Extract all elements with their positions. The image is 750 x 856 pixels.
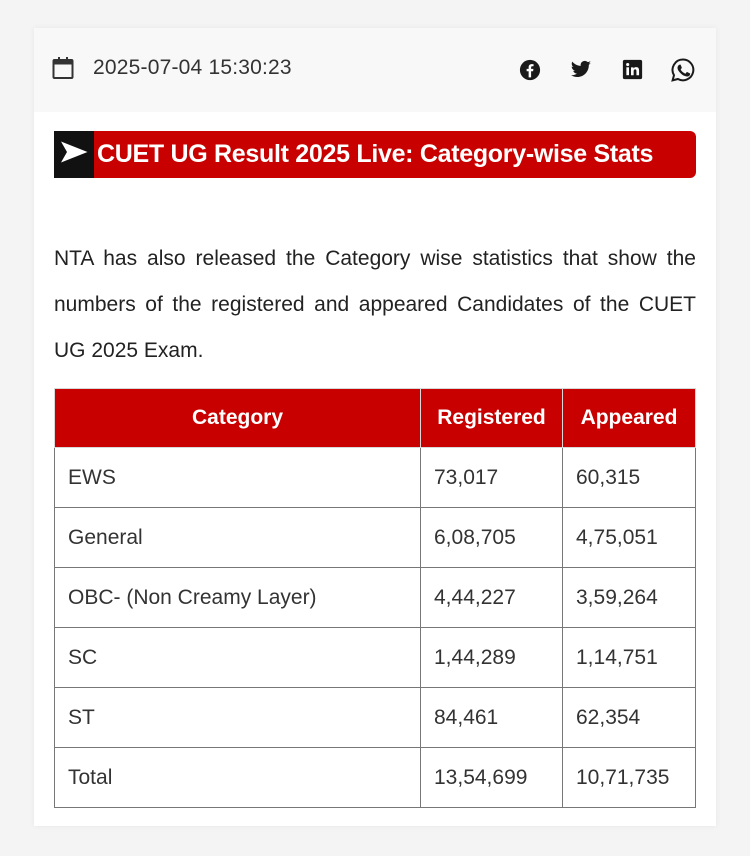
cell-registered: 13,54,699 — [421, 748, 563, 808]
post-date — [52, 56, 292, 80]
cell-appeared: 60,315 — [563, 448, 696, 508]
cell-category: Total — [55, 748, 421, 808]
post-timestamp: 2025-07-04 15:30:23 — [93, 56, 292, 79]
category-stats-table — [54, 388, 696, 808]
table-row — [55, 448, 696, 508]
header-appeared: Appeared — [563, 389, 696, 448]
section-headline — [54, 131, 696, 178]
cell-appeared: 4,75,051 — [563, 508, 696, 568]
share-buttons — [517, 59, 696, 85]
table-row — [55, 508, 696, 568]
cell-appeared: 62,354 — [563, 688, 696, 748]
cell-appeared: 3,59,264 — [563, 568, 696, 628]
cell-appeared: 10,71,735 — [563, 748, 696, 808]
table-row — [55, 568, 696, 628]
share-twitter-button[interactable] — [568, 59, 594, 85]
whatsapp-icon — [670, 57, 696, 88]
cell-registered: 1,44,289 — [421, 628, 563, 688]
share-whatsapp-button[interactable] — [670, 59, 696, 85]
article-paragraph: NTA has also released the Category wise statistics that show the numbers of the registered and appeared Candidates of the CUET UG 2025 Exam. — [54, 247, 696, 362]
cell-registered: 73,017 — [421, 448, 563, 508]
cell-category: General — [55, 508, 421, 568]
linkedin-icon — [622, 59, 643, 85]
share-facebook-button[interactable] — [517, 59, 543, 85]
cell-appeared: 1,14,751 — [563, 628, 696, 688]
cell-category: ST — [55, 688, 421, 748]
share-linkedin-button[interactable] — [619, 59, 645, 85]
twitter-icon — [570, 60, 592, 85]
cell-category: SC — [55, 628, 421, 688]
cell-registered: 84,461 — [421, 688, 563, 748]
header-category: Category — [55, 389, 421, 448]
cell-registered: 6,08,705 — [421, 508, 563, 568]
headline-arrow-badge — [54, 131, 94, 178]
post-meta-bar — [34, 28, 716, 112]
cell-category: EWS — [55, 448, 421, 508]
cell-category: OBC- (Non Creamy Layer) — [55, 568, 421, 628]
table-row — [55, 688, 696, 748]
table-row-total — [55, 748, 696, 808]
header-registered: Registered — [421, 389, 563, 448]
table-header-row — [55, 389, 696, 448]
arrow-right-icon — [59, 140, 89, 169]
facebook-icon — [519, 59, 541, 86]
article-card — [34, 28, 716, 826]
headline-title: CUET UG Result 2025 Live: Category-wise Stats — [97, 140, 654, 168]
table-row — [55, 628, 696, 688]
cell-registered: 4,44,227 — [421, 568, 563, 628]
calendar-icon — [52, 56, 74, 80]
